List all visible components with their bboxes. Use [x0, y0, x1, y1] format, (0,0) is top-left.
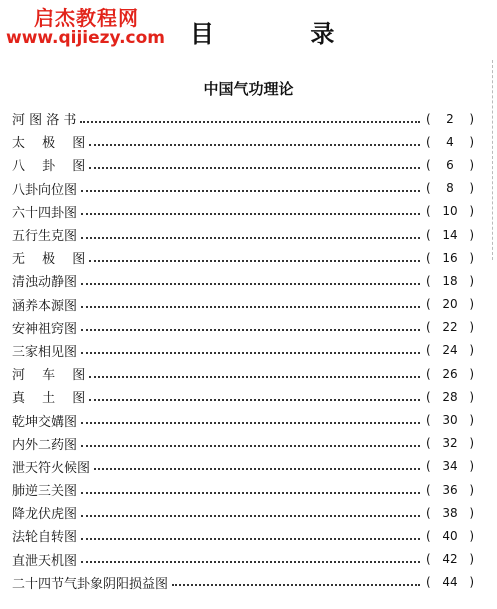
toc-entry[interactable] [12, 107, 474, 130]
close-paren: ) [469, 297, 474, 312]
toc-entry-label: 二十四节气卦象阴阳损益图 [12, 576, 169, 592]
open-paren: ( [426, 181, 431, 196]
close-paren: ) [469, 389, 474, 404]
toc-entry[interactable] [12, 455, 474, 478]
toc-entry[interactable] [12, 200, 474, 223]
open-paren: ( [426, 505, 431, 520]
toc-entry-page-number: 40 [442, 528, 458, 543]
toc-entry-page-number: 16 [442, 250, 458, 265]
open-paren: ( [426, 111, 431, 126]
close-paren: ) [469, 575, 474, 590]
dot-leader [81, 492, 420, 494]
open-paren: ( [426, 575, 431, 590]
toc-entry-page-number: 28 [442, 389, 458, 404]
dot-leader [81, 306, 420, 308]
dot-leader [81, 213, 420, 215]
toc-entry-page [426, 228, 474, 242]
dot-leader [89, 144, 420, 146]
dot-leader [89, 167, 420, 169]
toc-entry-label: 河 图 洛 书 [12, 113, 77, 129]
dot-leader [81, 422, 420, 424]
toc-entry-page-number: 18 [442, 273, 458, 288]
toc-entry-label: 泄天符火候图 [12, 460, 91, 476]
toc-entry-page [426, 552, 474, 566]
dot-leader [81, 190, 420, 192]
toc-entry-page-number: 26 [442, 366, 458, 381]
open-paren: ( [426, 389, 431, 404]
open-paren: ( [426, 413, 431, 428]
toc-entry-page [426, 436, 474, 450]
toc-entry-page-number: 42 [442, 552, 458, 567]
toc-entry-page [426, 274, 474, 288]
toc-entry-page [426, 506, 474, 520]
toc-entry-page [426, 112, 474, 126]
toc-entry-page [426, 297, 474, 311]
toc-entry[interactable] [12, 177, 474, 200]
dot-leader [81, 352, 420, 354]
toc-entry-label: 五行生克图 [12, 229, 78, 245]
dot-leader [81, 538, 420, 540]
toc-entry-page-number: 38 [442, 505, 458, 520]
close-paren: ) [469, 459, 474, 474]
toc-entry-page [426, 181, 474, 195]
toc-entry-page [426, 158, 474, 172]
toc-entry-label: 八卦向位图 [12, 182, 78, 198]
toc-entry[interactable] [12, 316, 474, 339]
close-paren: ) [469, 343, 474, 358]
toc-entry[interactable] [12, 153, 474, 176]
toc-entry[interactable] [12, 571, 474, 594]
close-paren: ) [469, 204, 474, 219]
open-paren: ( [426, 436, 431, 451]
toc-entry[interactable] [12, 385, 474, 408]
dot-leader [81, 329, 420, 331]
toc-entry-page [426, 320, 474, 334]
section-title: 中国气功理论 [203, 80, 294, 98]
dot-leader [81, 237, 420, 239]
dot-leader [89, 399, 420, 401]
close-paren: ) [469, 111, 474, 126]
page-edge-divider [491, 60, 493, 260]
open-paren: ( [426, 250, 431, 265]
toc-entry-page-number: 6 [446, 157, 454, 172]
toc-entry-label: 河 车 图 [12, 368, 86, 384]
page-title: 目 录 [190, 20, 379, 48]
toc-entry-label: 内外二药图 [12, 437, 78, 453]
toc-entry[interactable] [12, 130, 474, 153]
close-paren: ) [469, 134, 474, 149]
toc-entry-page [426, 204, 474, 218]
toc-entry[interactable] [12, 432, 474, 455]
dot-leader [81, 445, 420, 447]
open-paren: ( [426, 227, 431, 242]
toc-entry-page-number: 10 [442, 204, 458, 219]
toc-entry-page [426, 413, 474, 427]
dot-leader [89, 260, 420, 262]
close-paren: ) [469, 482, 474, 497]
toc-entry-label: 清浊动静图 [12, 275, 78, 291]
toc-entry[interactable] [12, 293, 474, 316]
toc-entry-page-number: 32 [442, 436, 458, 451]
toc-entry-label: 无 极 图 [12, 252, 86, 268]
toc-entry[interactable] [12, 501, 474, 524]
watermark-site-name: 启杰教程网 [34, 6, 139, 30]
close-paren: ) [469, 366, 474, 381]
close-paren: ) [469, 157, 474, 172]
toc-entry[interactable] [12, 339, 474, 362]
toc-entry-page [426, 251, 474, 265]
toc-entry-label: 安神祖窍图 [12, 321, 78, 337]
dot-leader [81, 283, 420, 285]
toc-entry-page-number: 20 [442, 297, 458, 312]
close-paren: ) [469, 528, 474, 543]
dot-leader [94, 468, 420, 470]
toc-entry-page-number: 14 [442, 227, 458, 242]
toc-entry-page-number: 44 [442, 575, 458, 590]
toc-entry[interactable] [12, 223, 474, 246]
toc-entry-label: 法轮自转图 [12, 530, 78, 546]
toc-entry-page-number: 8 [446, 181, 454, 196]
toc-entry-page-number: 2 [446, 111, 454, 126]
toc-entry[interactable] [12, 269, 474, 292]
toc-entry-page [426, 367, 474, 381]
toc-entry-page-number: 30 [442, 413, 458, 428]
open-paren: ( [426, 320, 431, 335]
toc-entry-page [426, 529, 474, 543]
open-paren: ( [426, 366, 431, 381]
toc-entry-label: 八 卦 图 [12, 159, 86, 175]
toc-entry-page-number: 22 [442, 320, 458, 335]
close-paren: ) [469, 250, 474, 265]
close-paren: ) [469, 552, 474, 567]
toc-entry-label: 六十四卦图 [12, 205, 78, 221]
open-paren: ( [426, 297, 431, 312]
dot-leader [81, 561, 420, 563]
toc-entry-label: 真 土 图 [12, 391, 86, 407]
toc-entry[interactable] [12, 524, 474, 547]
open-paren: ( [426, 459, 431, 474]
open-paren: ( [426, 552, 431, 567]
open-paren: ( [426, 134, 431, 149]
toc-entry-label: 降龙伏虎图 [12, 507, 78, 523]
toc-entry-label: 直泄天机图 [12, 553, 78, 569]
close-paren: ) [469, 436, 474, 451]
toc-entry[interactable] [12, 246, 474, 269]
close-paren: ) [469, 320, 474, 335]
dot-leader [172, 584, 420, 586]
toc-entry-page-number: 34 [442, 459, 458, 474]
toc-entry-page-number: 24 [442, 343, 458, 358]
toc-entry-page [426, 135, 474, 149]
close-paren: ) [469, 181, 474, 196]
toc-entry[interactable] [12, 362, 474, 385]
toc-entry-label: 肺逆三关图 [12, 484, 78, 500]
toc-entry-page [426, 575, 474, 589]
close-paren: ) [469, 413, 474, 428]
toc-entry-label: 乾坤交媾图 [12, 414, 78, 430]
toc-entry-page-number: 4 [446, 134, 454, 149]
dot-leader [81, 515, 420, 517]
open-paren: ( [426, 157, 431, 172]
close-paren: ) [469, 227, 474, 242]
close-paren: ) [469, 505, 474, 520]
open-paren: ( [426, 482, 431, 497]
toc-entry-page [426, 343, 474, 357]
toc-entry-label: 太 极 图 [12, 136, 86, 152]
toc-entry-page [426, 390, 474, 404]
open-paren: ( [426, 343, 431, 358]
toc-entry-page [426, 483, 474, 497]
open-paren: ( [426, 273, 431, 288]
toc-entry-label: 三家相见图 [12, 344, 78, 360]
toc-entry-page [426, 459, 474, 473]
toc-entry-page-number: 36 [442, 482, 458, 497]
open-paren: ( [426, 204, 431, 219]
toc-entry[interactable] [12, 478, 474, 501]
toc-entry-label: 涵养本源图 [12, 298, 78, 314]
table-of-contents [12, 107, 474, 594]
dot-leader [89, 376, 420, 378]
toc-entry[interactable] [12, 408, 474, 431]
open-paren: ( [426, 528, 431, 543]
dot-leader [80, 121, 420, 123]
watermark-site-url: www.qijiezy.com [6, 28, 166, 48]
close-paren: ) [469, 273, 474, 288]
toc-entry[interactable] [12, 548, 474, 571]
